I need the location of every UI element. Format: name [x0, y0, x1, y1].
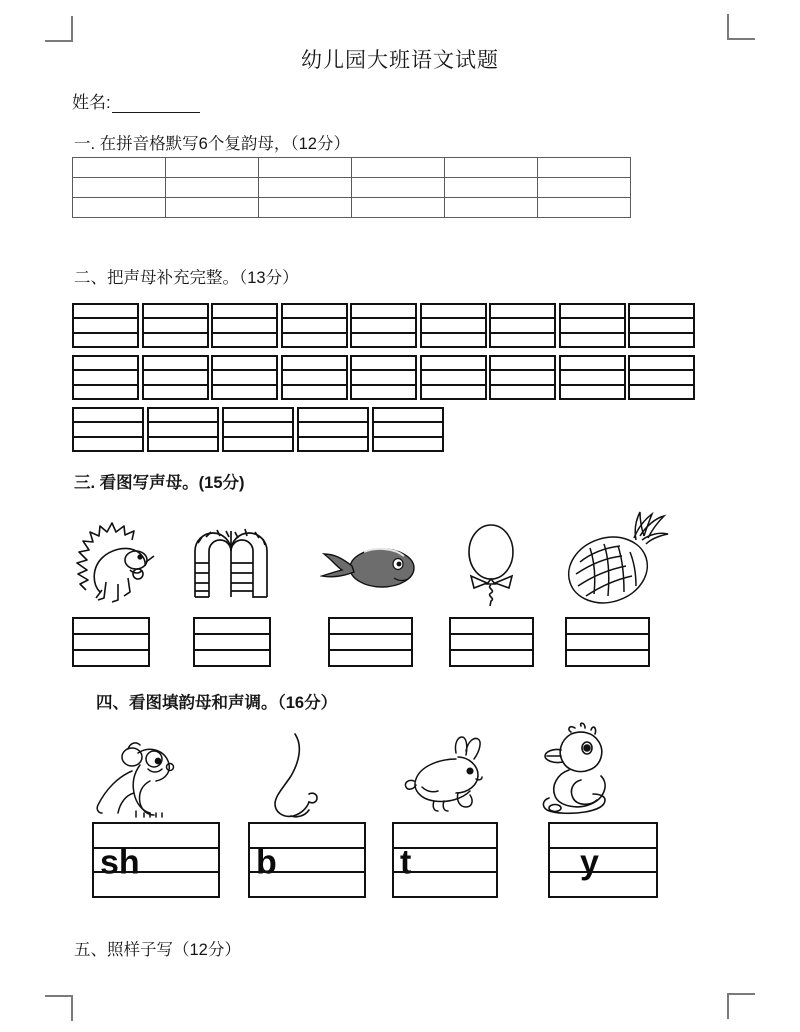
arch-bridge-picture	[185, 517, 277, 599]
table-cell[interactable]	[73, 198, 166, 218]
pinyin-line	[567, 633, 648, 649]
table-cell[interactable]	[352, 198, 445, 218]
pinyin-line	[394, 871, 496, 896]
pinyin-line	[374, 436, 442, 450]
pinyin-line	[144, 332, 207, 346]
student-name-label: 姓名:	[72, 93, 111, 112]
question-3-answer-box[interactable]	[565, 617, 650, 667]
question-2-pinyin-box[interactable]	[559, 355, 626, 400]
question-2-pinyin-box[interactable]	[72, 355, 139, 400]
question-2-pinyin-box[interactable]	[281, 303, 348, 348]
pinyin-line	[550, 843, 656, 882]
pinyin-line	[561, 305, 624, 317]
question-2-pinyin-box[interactable]	[142, 303, 209, 348]
pinyin-line	[491, 357, 554, 369]
question-2-pinyin-box[interactable]	[72, 407, 144, 452]
pinyin-line	[74, 421, 142, 435]
question-2-pinyin-box[interactable]	[281, 355, 348, 400]
pinyin-line	[561, 357, 624, 369]
pinyin-line	[550, 824, 656, 847]
pinyin-line	[144, 357, 207, 369]
pinyin-line	[94, 843, 218, 882]
question-2-pinyin-box[interactable]	[350, 355, 417, 400]
question-2-pinyin-box[interactable]	[628, 303, 695, 348]
pinyin-line	[213, 384, 276, 398]
table-cell[interactable]	[73, 158, 166, 178]
pinyin-line	[491, 369, 554, 383]
pinyin-line	[74, 317, 137, 331]
pinyin-line	[74, 332, 137, 346]
pinyin-line	[74, 649, 148, 665]
rabbit-picture	[400, 735, 500, 815]
table-cell[interactable]	[259, 178, 352, 198]
pinyin-line	[374, 421, 442, 435]
question-2-pinyin-box[interactable]	[297, 407, 369, 452]
pinyin-line	[491, 305, 554, 317]
crop-mark-top-left-icon	[45, 16, 73, 42]
question-5-heading: 五、照样子写（12分）	[74, 941, 241, 959]
table-cell[interactable]	[445, 198, 538, 218]
question-4-answer-box[interactable]	[92, 822, 220, 898]
pinyin-line	[567, 649, 648, 665]
pinyin-line	[330, 649, 411, 665]
pinyin-line	[74, 305, 137, 317]
pinyin-line	[144, 317, 207, 331]
pinyin-line	[283, 384, 346, 398]
question-2-heading: 二、把声母补充完整。（13分）	[74, 269, 299, 287]
pinyin-line	[213, 317, 276, 331]
pinyin-line	[422, 357, 485, 369]
pinyin-answer-letter: b	[256, 843, 277, 882]
question-2-pinyin-box[interactable]	[222, 407, 294, 452]
question-4-answer-box[interactable]	[392, 822, 498, 898]
table-cell[interactable]	[259, 158, 352, 178]
question-3-answer-box[interactable]	[72, 617, 150, 667]
pinyin-line	[630, 384, 693, 398]
question-2-pinyin-box[interactable]	[72, 303, 139, 348]
tadpole-picture	[320, 540, 420, 592]
hedgehog-picture	[72, 512, 162, 607]
table-cell[interactable]	[166, 178, 259, 198]
mouse-picture	[92, 733, 187, 819]
pinyin-line	[630, 305, 693, 317]
pinyin-line	[422, 317, 485, 331]
pinyin-answer-letter: t	[400, 843, 412, 882]
pinyin-line	[195, 619, 269, 633]
question-2-pinyin-box[interactable]	[350, 303, 417, 348]
question-3-answer-box[interactable]	[328, 617, 413, 667]
pinyin-line	[330, 633, 411, 649]
pinyin-line	[195, 633, 269, 649]
pinyin-line	[630, 332, 693, 346]
table-row	[73, 178, 631, 198]
pinyin-line	[630, 317, 693, 331]
pinyin-line	[224, 409, 292, 421]
pinyin-line	[149, 436, 217, 450]
page-title: 幼儿园大班语文试题	[301, 48, 499, 72]
pinyin-line	[250, 843, 364, 882]
balloon-picture	[455, 520, 527, 606]
pinyin-line	[283, 317, 346, 331]
pinyin-line	[422, 305, 485, 317]
pinyin-line	[374, 409, 442, 421]
pinyin-line	[213, 369, 276, 383]
question-1-heading: 一. 在拼音格默写6个复韵母，（12分）	[74, 135, 350, 153]
table-cell[interactable]	[259, 198, 352, 218]
table-cell[interactable]	[166, 158, 259, 178]
table-cell[interactable]	[538, 198, 631, 218]
pinyin-line	[213, 357, 276, 369]
pinyin-line	[144, 384, 207, 398]
pinyin-line	[352, 305, 415, 317]
pinyin-line	[74, 436, 142, 450]
table-cell[interactable]	[445, 158, 538, 178]
pinyin-line	[224, 436, 292, 450]
table-cell[interactable]	[166, 198, 259, 218]
student-name-row	[72, 88, 200, 113]
pinyin-line	[352, 332, 415, 346]
question-2-pinyin-box[interactable]	[420, 355, 487, 400]
pinyin-line	[422, 384, 485, 398]
table-cell[interactable]	[445, 178, 538, 198]
pinyin-line	[491, 384, 554, 398]
question-2-pinyin-box[interactable]	[559, 303, 626, 348]
pinyin-line	[352, 384, 415, 398]
question-3-answer-box[interactable]	[193, 617, 271, 667]
pinyin-line	[422, 369, 485, 383]
question-1-answer-table[interactable]	[72, 157, 631, 218]
question-3-heading: 三. 看图写声母。(15分)	[74, 474, 245, 492]
pinyin-line	[195, 649, 269, 665]
pinyin-line	[283, 369, 346, 383]
table-cell[interactable]	[73, 178, 166, 198]
pinyin-line	[144, 369, 207, 383]
table-cell[interactable]	[352, 178, 445, 198]
pinyin-line	[299, 421, 367, 435]
crop-mark-bottom-left-icon	[45, 995, 73, 1021]
pinyin-line	[330, 619, 411, 633]
pinyin-line	[299, 436, 367, 450]
pinyin-line	[74, 369, 137, 383]
pinyin-line	[94, 871, 218, 896]
question-4-answer-box[interactable]	[248, 822, 366, 898]
student-name-input[interactable]	[112, 95, 200, 113]
pinyin-line	[491, 332, 554, 346]
pinyin-line	[224, 421, 292, 435]
crop-mark-top-right-icon	[727, 14, 755, 40]
question-3-answer-box[interactable]	[449, 617, 534, 667]
pinyin-line	[283, 332, 346, 346]
table-cell[interactable]	[538, 178, 631, 198]
pinyin-line	[213, 305, 276, 317]
pinyin-answer-letter: sh	[100, 843, 140, 882]
question-2-pinyin-box[interactable]	[420, 303, 487, 348]
crop-mark-bottom-right-icon	[727, 993, 755, 1019]
question-4-answer-box[interactable]	[548, 822, 658, 898]
pinyin-line	[561, 332, 624, 346]
pinyin-line	[299, 409, 367, 421]
pinyin-line	[149, 421, 217, 435]
question-2-pinyin-box[interactable]	[489, 303, 556, 348]
question-2-pinyin-box[interactable]	[211, 355, 278, 400]
pinyin-line	[422, 332, 485, 346]
pinyin-line	[352, 369, 415, 383]
pinyin-line	[394, 843, 496, 882]
pineapple-picture	[560, 508, 670, 608]
table-cell[interactable]	[538, 158, 631, 178]
pinyin-line	[283, 305, 346, 317]
pinyin-line	[561, 317, 624, 331]
pinyin-line	[630, 369, 693, 383]
question-4-heading: 四、看图填韵母和声调。（16分）	[96, 694, 338, 712]
pinyin-line	[213, 332, 276, 346]
pinyin-line	[74, 384, 137, 398]
pinyin-line	[561, 369, 624, 383]
pinyin-line	[451, 633, 532, 649]
question-2-pinyin-box[interactable]	[489, 355, 556, 400]
pinyin-line	[451, 619, 532, 633]
nose-picture	[265, 730, 329, 820]
question-2-pinyin-box[interactable]	[142, 355, 209, 400]
pinyin-line	[567, 619, 648, 633]
table-row	[73, 158, 631, 178]
table-row	[73, 198, 631, 218]
pinyin-line	[630, 357, 693, 369]
question-2-pinyin-box[interactable]	[628, 355, 695, 400]
pinyin-line	[250, 871, 364, 896]
table-cell[interactable]	[352, 158, 445, 178]
pinyin-line	[74, 633, 148, 649]
pinyin-line	[352, 317, 415, 331]
pinyin-line	[561, 384, 624, 398]
pinyin-line	[283, 357, 346, 369]
question-2-pinyin-box[interactable]	[147, 407, 219, 452]
pinyin-line	[352, 357, 415, 369]
duck-picture	[525, 722, 621, 816]
pinyin-line	[74, 619, 148, 633]
pinyin-line	[74, 357, 137, 369]
pinyin-line	[149, 409, 217, 421]
pinyin-line	[491, 317, 554, 331]
question-2-pinyin-box[interactable]	[372, 407, 444, 452]
pinyin-line	[451, 649, 532, 665]
pinyin-line	[144, 305, 207, 317]
pinyin-line	[550, 871, 656, 896]
pinyin-answer-letter: y	[580, 843, 599, 882]
question-2-pinyin-box[interactable]	[211, 303, 278, 348]
pinyin-line	[74, 409, 142, 421]
